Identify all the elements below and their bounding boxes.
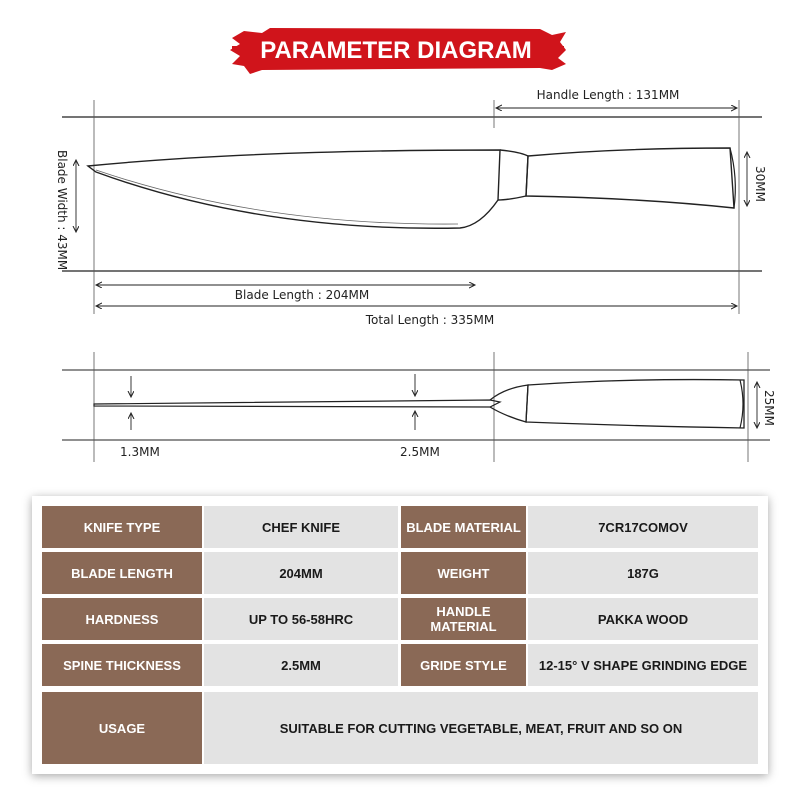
blade-material-value: 7CR17COMOV [528,506,758,548]
bolster-profile [498,150,528,200]
top-view [62,100,762,314]
hardness-value: UP TO 56-58HRC [204,598,398,640]
knife-type-label: KNIFE TYPE [42,506,202,548]
banner-stripe-right [552,46,564,49]
page-title: PARAMETER DIAGRAM [260,37,532,64]
blade-material-label: BLADE MATERIAL [401,506,526,548]
total-length-label: Total Length : 335MM [365,313,495,327]
gride-style-label: GRIDE STYLE [401,644,526,686]
spine-blade-profile [94,400,500,407]
blade-length-label: Blade Length : 204MM [234,288,370,302]
spec-table [32,496,768,774]
spine-thickness-label: 2.5MM [400,445,440,459]
blade-profile [88,150,500,228]
weight-label: WEIGHT [401,552,526,594]
edge-thickness-label: 1.3MM [120,445,160,459]
handle-profile [526,148,734,208]
usage-value: SUITABLE FOR CUTTING VEGETABLE, MEAT, FRUIT AND SO ON [204,692,758,764]
hardness-label: HARDNESS [42,598,202,640]
banner-stripe-left [232,46,244,49]
handle-thickness-label: 25MM [762,390,776,426]
weight-value: 187G [528,552,758,594]
blade-width-label: Blade Width : 43MM [55,150,69,271]
handle-material-value: PAKKA WOOD [528,598,758,640]
blade-edge-line [96,170,458,224]
spine-thickness-spec-label: SPINE THICKNESS [42,644,202,686]
gride-style-value: 12-15° V SHAPE GRINDING EDGE [528,644,758,686]
blade-length-spec-label: BLADE LENGTH [42,552,202,594]
spine-handle-endcap [740,380,743,428]
handle-length-label: Handle Length : 131MM [536,88,680,102]
usage-label: USAGE [42,692,202,764]
title-banner [230,28,566,74]
spine-thickness-spec-value: 2.5MM [204,644,398,686]
spine-handle-profile [526,380,744,428]
knife-type-value: CHEF KNIFE [204,506,398,548]
blade-length-spec-value: 204MM [204,552,398,594]
handle-material-label: HANDLE MATERIAL [401,598,526,640]
handle-height-label: 30MM [753,166,767,202]
